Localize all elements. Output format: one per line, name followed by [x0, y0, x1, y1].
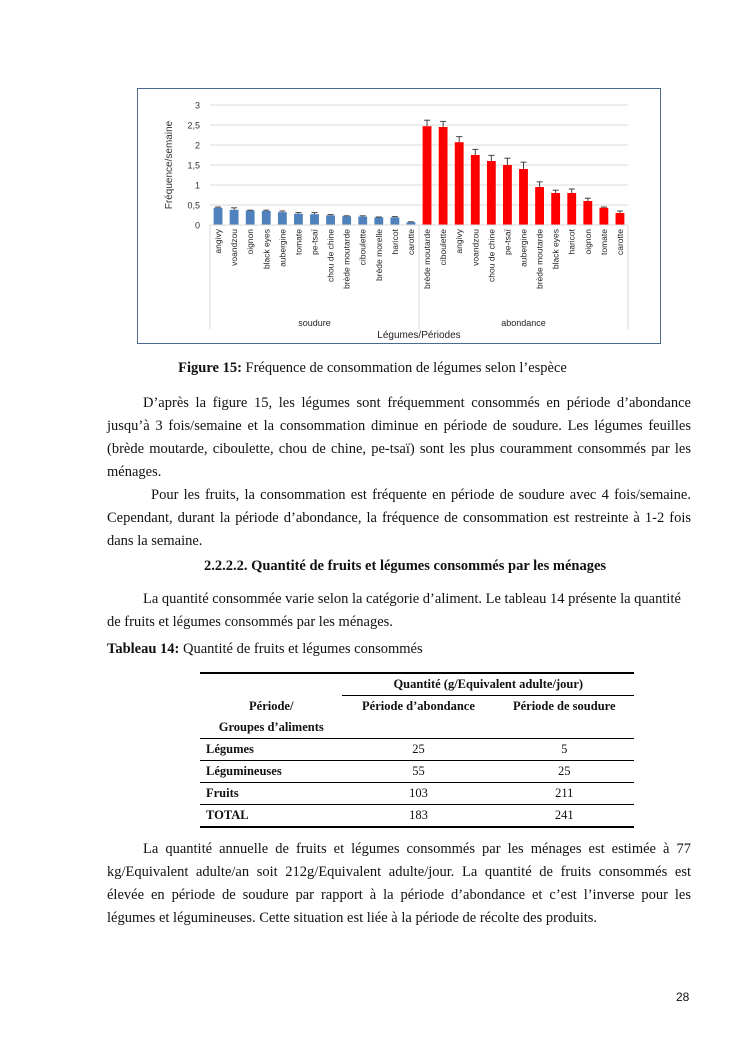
- bar: [294, 214, 303, 225]
- bar: [503, 165, 512, 225]
- bar: [535, 187, 544, 225]
- x-tick-label: tomate: [293, 229, 304, 255]
- y-axis-label: Fréquence/semaine: [164, 120, 175, 210]
- bar: [487, 161, 496, 225]
- table-col-soudure: Période de soudure: [512, 699, 616, 713]
- figure-caption: [0, 360, 745, 377]
- x-tick-label: pe-tsaï: [309, 229, 320, 255]
- figure-caption-label: Figure 15:: [178, 360, 242, 376]
- bar: [599, 208, 608, 225]
- x-tick-label: ciboulette: [438, 229, 449, 266]
- figure-15-chart: [137, 88, 661, 344]
- table-row: TOTAL 183 241: [200, 805, 634, 828]
- table-row: Légumineuses 55 25: [200, 761, 634, 783]
- bar: [342, 216, 351, 225]
- bar: [390, 217, 399, 225]
- x-tick-label: pe-tsaï: [502, 229, 513, 255]
- bar: [262, 211, 271, 225]
- x-tick-label: aubergine: [518, 229, 529, 267]
- y-tick-label: 1: [194, 180, 200, 191]
- x-tick-label: chou de chine: [325, 229, 336, 282]
- x-tick-label: voandzou: [470, 229, 481, 266]
- table-col-abondance: Période d’abondance: [362, 699, 475, 713]
- bar: [374, 217, 383, 225]
- x-tick-label: carotte: [405, 229, 416, 255]
- x-tick-label: black eyes: [550, 229, 561, 270]
- x-tick-label: haricot: [566, 229, 577, 255]
- paragraph-3: La quantité consommée varie selon la catégorie d’aliment. Le tableau 14 présente la quantité de fruits et légumes consommés par les ménages.: [107, 591, 681, 630]
- table-caption-label: Tableau 14:: [107, 641, 180, 657]
- x-tick-label: chou de chine: [486, 229, 497, 282]
- x-tick-label: aubergine: [277, 229, 288, 267]
- x-tick-label: voandzou: [229, 229, 240, 266]
- x-tick-label: black eyes: [261, 229, 272, 270]
- group-label: soudure: [298, 318, 331, 328]
- table-caption-text: Quantité de fruits et légumes consommés: [179, 641, 423, 657]
- paragraph-4: La quantité annuelle de fruits et légumes consommés par les ménages est estimée à 77 kg/Equivalent adulte/an soit 212g/Equivalent adulte/jour. La quantité de fruits consommés est élevée en période de soudure par rapport à la période d’abondance et c’est l’inverse pour les légumes et légumineuses. Cette situation est liée à la période de récolte des produits.: [107, 841, 691, 926]
- y-tick-label: 1,5: [187, 160, 200, 171]
- bar: [616, 213, 625, 225]
- x-tick-label: ciboulette: [357, 229, 368, 266]
- table-super-header: Quantité (g/Equivalent adulte/jour): [342, 673, 634, 696]
- x-tick-label: brède moutarde: [534, 229, 545, 290]
- x-tick-label: oignon: [582, 229, 593, 255]
- bar: [583, 201, 592, 225]
- y-tick-label: 2,5: [187, 120, 200, 131]
- y-tick-label: 0: [194, 220, 200, 231]
- bar: [310, 214, 319, 225]
- bar: [214, 208, 223, 225]
- section-heading: 2.2.2.2. Quantité de fruits et légumes consommés par les ménages: [203, 558, 607, 574]
- x-tick-label: carotte: [614, 229, 625, 255]
- table-caption: [107, 641, 423, 658]
- paragraph-1: D’après la figure 15, les légumes sont fréquemment consommés en période d’abondance jusqu’à 3 fois/semaine et la consommation diminue en période de soudure. Les légumes feuilles (brède moutarde, ciboulette, chou de chine, pe-tsaï) sont les plus couramment consommés par les ménages.: [107, 395, 691, 480]
- bar: [439, 127, 448, 225]
- page-number: 28: [676, 990, 690, 1004]
- x-tick-label: brède moutarde: [341, 229, 352, 290]
- figure-caption-text: Fréquence de consommation de légumes selon l’espèce: [241, 360, 567, 376]
- x-tick-label: oignon: [245, 229, 256, 255]
- bar: [471, 155, 480, 225]
- y-tick-label: 0,5: [187, 200, 200, 211]
- x-tick-label: angivy: [213, 229, 224, 254]
- group-label: abondance: [501, 318, 546, 328]
- bar: [246, 211, 255, 225]
- table-row: Légumes 25 5: [200, 739, 634, 761]
- y-tick-label: 3: [194, 100, 200, 111]
- quantity-table: [200, 672, 634, 828]
- table-row: Fruits 103 211: [200, 783, 634, 805]
- bar-chart: [138, 89, 662, 345]
- bar: [551, 193, 560, 225]
- bar: [278, 212, 287, 225]
- x-tick-label: brède moutarde: [422, 229, 433, 290]
- paragraph-2: Pour les fruits, la consommation est fréquente en période de soudure avec 4 fois/semaine. Cependant, durant la période d’abondance, la fréquence de consommation est restreinte à 1-2 fois dans la semaine.: [107, 487, 691, 549]
- bar: [358, 217, 367, 225]
- bar: [230, 210, 239, 225]
- y-tick-label: 2: [194, 140, 200, 151]
- bar: [567, 193, 576, 225]
- bar: [326, 215, 335, 225]
- x-tick-label: angivy: [454, 229, 465, 254]
- bar: [519, 169, 528, 225]
- x-tick-label: haricot: [389, 229, 400, 255]
- bar: [455, 142, 464, 225]
- bar: [423, 126, 432, 225]
- table-row-header-2: Groupes d’aliments: [218, 720, 324, 734]
- x-tick-label: tomate: [598, 229, 609, 255]
- x-axis-label: Légumes/Périodes: [377, 330, 461, 341]
- x-tick-label: brède morelle: [373, 229, 384, 281]
- table-row-header-1: Période/: [249, 698, 294, 713]
